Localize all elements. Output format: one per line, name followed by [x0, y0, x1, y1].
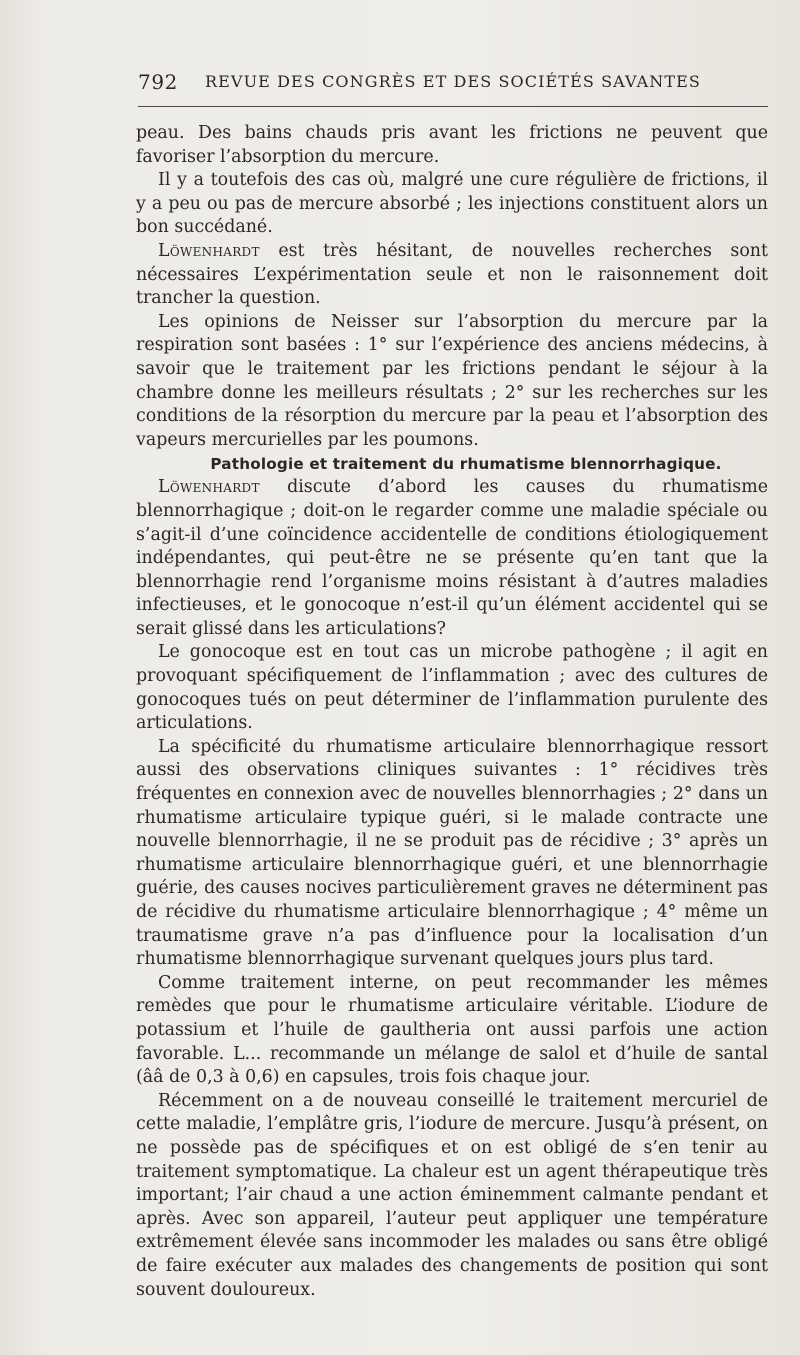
paragraph-3-text: est très hésitant, de nouvelles recherches sont nécessaires L’expérimentation seule et non le raisonnement doit trancher la question.: [136, 240, 768, 309]
author-name: Löwenhardt: [158, 240, 260, 261]
author-name: Löwenhardt: [158, 477, 260, 498]
paragraph-7: La spécificité du rhumatisme articulaire blennorrhagique ressort aussi des observations cliniques suivantes : 1° récidives très fréquentes en connexion avec de nouvelles blennorrhagies ; 2° dans un rhumatisme articulaire typique guéri, si le malade contracte une nouvelle blennorrhagie, il ne se produit pas de récidive ; 3° après un rhumatisme articulaire blennorrhagique guéri, et une blennorrhagie guérie, des causes nocives particulièrement graves ne déterminent pas de récidive du rhumatisme articulaire blennorrhagique ; 4° même un traumatisme grave n’a pas d’influence pour la localisation d’un rhumatisme blennorrhagique survenant quelques jours plus tard.: [136, 736, 768, 970]
paragraph-1: peau. Des bains chauds pris avant les frictions ne peuvent que favoriser l’absorption du mercure.: [136, 123, 768, 167]
running-title: REVUE DES CONGRÈS ET DES SOCIÉTÉS SAVANTES: [205, 72, 701, 91]
section-heading: Pathologie et traitement du rhumatisme blennorrhagique.: [210, 455, 722, 474]
paragraph-6: Le gonocoque est en tout cas un microbe pathogène ; il agit en provoquant spécifiquement de l’inflammation ; avec des cultures de gonocoques tués on peut déterminer de l’inflammation purulente des articulations.: [136, 642, 768, 734]
page-body: [136, 122, 768, 1302]
paragraph-5: [136, 476, 768, 641]
paragraph-3: [136, 240, 768, 311]
running-header: [138, 70, 766, 102]
paragraph-9: Récemment on a de nouveau conseillé le traitement mercuriel de cette maladie, l’emplâtre gris, l’iodure de mercure. Jusqu’à présent, on ne possède pas de spécifiques et on est obligé de s’en tenir au traitement symptomatique. La chaleur est un agent thérapeutique très important; l’air chaud a une action éminemment calmante pendant et après. Avec son appareil, l’auteur peut appliquer une température extrêmement élevée sans incommoder les malades ou sans être obligé de faire exécuter aux malades des changements de position qui sont souvent douloureux.: [136, 1090, 768, 1300]
page-number: 792: [138, 70, 178, 94]
paragraph-5-text: discute d’abord les causes du rhumatisme blennorrhagique ; doit-on le regarder comme une maladie spéciale ou s’agit-il d’une coïncidence accidentelle de conditions étiologiquement indépendantes, qui peut-être ne se présente qu’en tant que la blennorrhagie rend l’organisme moins résistant à d’autres maladies infectieuses, et le gonocoque n’est-il qu’un élément accidentel qui se serait glissé dans les articulations?: [136, 477, 768, 639]
paragraph-4: Les opinions de Neisser sur l’absorption du mercure par la respiration sont basées : 1° sur l’expérience des anciens médecins, à savoir que le traitement par les frictions pendant le séjour à la chambre donne les meilleurs résultats ; 2° sur les recherches sur les conditions de la résorption du mercure par la peau et l’absorption des vapeurs mercurielles par les poumons.: [136, 311, 768, 450]
paragraph-8: Comme traitement interne, on peut recommander les mêmes remèdes que pour le rhumatisme articulaire véritable. L’iodure de potassium et l’huile de gaultheria ont aussi parfois une action favorable. L... recommande un mélange de salol et d’huile de santal (ââ de 0,3 à 0,6) en capsules, trois fois chaque jour.: [136, 972, 768, 1088]
paragraph-2: Il y a toutefois des cas où, malgré une cure régulière de frictions, il y a peu ou pas de mercure absorbé ; les injections constituent alors un bon succédané.: [136, 170, 768, 238]
header-rule: [138, 106, 768, 107]
